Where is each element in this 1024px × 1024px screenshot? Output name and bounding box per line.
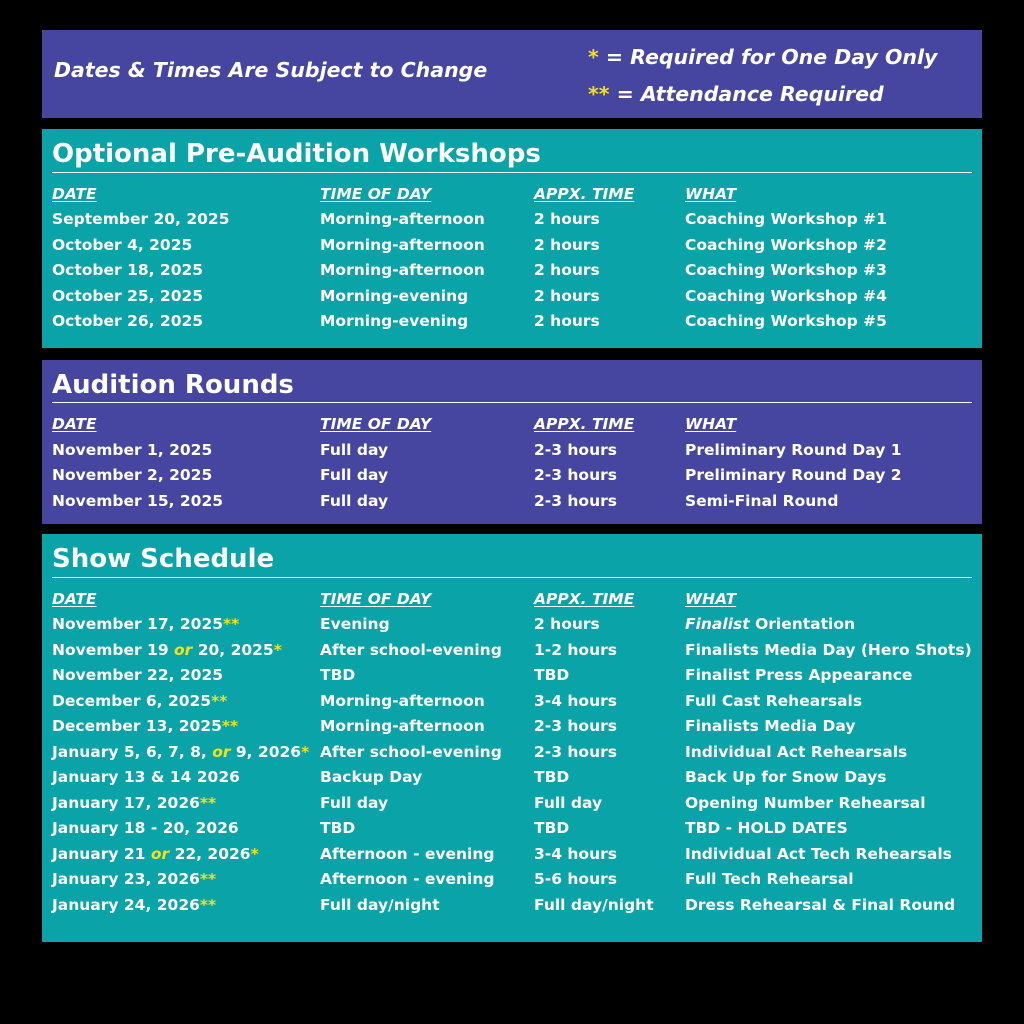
date-cell: October 26, 2025 xyxy=(52,312,204,330)
date-column-header: DATE xyxy=(52,415,97,433)
time-of-day-cell: Morning-afternoon xyxy=(320,210,485,228)
date-cell xyxy=(52,794,216,812)
date-cell xyxy=(52,615,239,633)
legend-one-text: = Required for One Day Only xyxy=(598,45,938,69)
schedule-notice-banner xyxy=(42,30,982,118)
what-cell: Individual Act Tech Rehearsals xyxy=(685,844,952,863)
date-cell xyxy=(52,692,227,710)
appx-time-cell: 2 hours xyxy=(534,210,600,228)
appx-time-cell: 2-3 hours xyxy=(534,742,617,761)
what-cell: Semi-Final Round xyxy=(685,491,839,510)
appx-time-cell: 2-3 hours xyxy=(534,440,617,459)
one-day-required-mark: * xyxy=(301,742,310,761)
date-cell: October 18, 2025 xyxy=(52,261,204,279)
appx-time-cell: Full day xyxy=(534,793,603,812)
auditions-section xyxy=(42,360,982,524)
date-cell: November 22, 2025 xyxy=(52,666,224,684)
time-of-day-cell: Full day xyxy=(320,440,389,459)
date-text: December 6, 2025 xyxy=(52,691,212,710)
subject-to-change-note: Dates & Times Are Subject to Change xyxy=(54,58,488,82)
section-title: Show Schedule xyxy=(52,544,275,574)
what-cell: Coaching Workshop #1 xyxy=(685,210,887,228)
time-of-day-cell: Backup Day xyxy=(320,768,423,786)
time-of-day-column-header: TIME OF DAY xyxy=(320,185,432,203)
double-asterisk-mark: ** xyxy=(588,82,610,106)
legend-attendance-required xyxy=(588,82,884,106)
time-of-day-cell: Full day xyxy=(320,466,389,484)
attendance-required-mark: ** xyxy=(199,895,217,914)
time-of-day-cell: Full day xyxy=(320,491,389,510)
single-asterisk-mark: * xyxy=(588,45,599,69)
title-divider xyxy=(52,577,972,578)
workshops-section xyxy=(42,129,982,348)
appx-time-cell: 3-4 hours xyxy=(534,844,617,863)
appx-time-cell: Full day/night xyxy=(534,895,654,914)
what-cell: Full Tech Rehearsal xyxy=(685,870,854,888)
what-cell: Dress Rehearsal & Final Round xyxy=(685,895,956,914)
date-cell xyxy=(52,641,282,659)
or-word: or xyxy=(150,844,170,863)
what-cell: Full Cast Rehearsals xyxy=(685,691,863,710)
what-cell: Preliminary Round Day 1 xyxy=(685,440,902,459)
time-of-day-cell: Morning-afternoon xyxy=(320,717,485,735)
time-of-day-cell: Morning-evening xyxy=(320,286,469,305)
time-of-day-cell: Morning-afternoon xyxy=(320,261,485,279)
attendance-required-mark: ** xyxy=(221,717,239,735)
what-cell: Finalists Media Day xyxy=(685,717,856,735)
date-text: January 24, 2026 xyxy=(52,895,200,914)
attendance-required-mark: ** xyxy=(199,793,217,812)
appx-time-cell: 2-3 hours xyxy=(534,717,617,735)
what-cell xyxy=(685,615,855,633)
time-of-day-cell: Afternoon - evening xyxy=(320,844,495,863)
time-of-day-cell: After school-evening xyxy=(320,742,502,761)
time-of-day-cell: Evening xyxy=(320,615,390,633)
date-cell: October 25, 2025 xyxy=(52,286,204,305)
date-text: 9, 2026 xyxy=(230,742,302,761)
what-column-header: WHAT xyxy=(685,590,737,608)
title-divider xyxy=(52,172,972,173)
one-day-required-mark: * xyxy=(273,640,282,659)
date-cell: October 4, 2025 xyxy=(52,235,193,254)
show-schedule-section xyxy=(42,534,982,942)
date-text: November 19 xyxy=(52,640,175,659)
time-of-day-cell: Full day/night xyxy=(320,895,440,914)
what-cell: Back Up for Snow Days xyxy=(685,768,887,786)
finalist-emphasis: Finalist xyxy=(685,615,750,633)
date-text: January 5, 6, 7, 8, xyxy=(52,742,213,761)
date-cell xyxy=(52,896,216,914)
or-word: or xyxy=(212,742,231,761)
legend-required-one-day xyxy=(588,45,937,69)
appx-time-cell: 2 hours xyxy=(534,261,600,279)
date-text: 20, 2025 xyxy=(192,640,274,659)
date-text: November 17, 2025 xyxy=(52,615,224,633)
time-of-day-cell: TBD xyxy=(320,819,356,837)
appx-time-cell: TBD xyxy=(534,666,570,684)
date-cell xyxy=(52,870,216,888)
appx-time-cell: 2 hours xyxy=(534,312,600,330)
time-of-day-cell: Full day xyxy=(320,793,389,812)
what-cell: Coaching Workshop #2 xyxy=(685,235,887,254)
date-cell: September 20, 2025 xyxy=(52,210,230,228)
what-cell: Opening Number Rehearsal xyxy=(685,793,926,812)
date-text: January 23, 2026 xyxy=(52,870,200,888)
what-cell: Coaching Workshop #5 xyxy=(685,312,887,330)
date-text: January 21 xyxy=(52,844,151,863)
appx-time-cell: 5-6 hours xyxy=(534,870,617,888)
what-cell: Preliminary Round Day 2 xyxy=(685,466,902,484)
time-of-day-column-header: TIME OF DAY xyxy=(320,415,432,433)
what-cell: Individual Act Rehearsals xyxy=(685,742,908,761)
date-cell: November 15, 2025 xyxy=(52,491,224,510)
attendance-required-mark: ** xyxy=(199,870,217,888)
what-cell: Finalists Media Day (Hero Shots) xyxy=(685,640,972,659)
date-cell: January 13 & 14 2026 xyxy=(52,768,240,786)
appx-time-cell: 3-4 hours xyxy=(534,691,617,710)
date-cell xyxy=(52,717,238,735)
what-cell: Coaching Workshop #4 xyxy=(685,286,887,305)
date-cell xyxy=(52,743,309,761)
one-day-required-mark: * xyxy=(250,844,259,863)
time-of-day-cell: Afternoon - evening xyxy=(320,870,495,888)
date-cell: January 18 - 20, 2026 xyxy=(52,819,239,837)
date-cell xyxy=(52,845,259,863)
date-cell: November 1, 2025 xyxy=(52,440,213,459)
time-of-day-column-header: TIME OF DAY xyxy=(320,590,432,608)
date-column-header: DATE xyxy=(52,590,97,608)
appx-time-cell: TBD xyxy=(534,819,570,837)
appx-time-cell: 1-2 hours xyxy=(534,640,617,659)
time-of-day-cell: Morning-afternoon xyxy=(320,691,485,710)
date-text: 22, 2026 xyxy=(169,844,251,863)
attendance-required-mark: ** xyxy=(211,691,228,710)
section-title: Optional Pre-Audition Workshops xyxy=(52,139,541,169)
appx-time-cell: TBD xyxy=(534,768,570,786)
section-title: Audition Rounds xyxy=(52,370,294,400)
what-column-header: WHAT xyxy=(685,185,737,203)
appx-time-cell: 2 hours xyxy=(534,615,600,633)
appx-time-cell: 2-3 hours xyxy=(534,491,617,510)
what-column-header: WHAT xyxy=(685,415,737,433)
title-divider xyxy=(52,402,972,403)
time-of-day-cell: Morning-evening xyxy=(320,312,469,330)
time-of-day-cell: Morning-afternoon xyxy=(320,235,485,254)
date-cell: November 2, 2025 xyxy=(52,466,213,484)
what-cell: Finalist Press Appearance xyxy=(685,666,913,684)
date-text: December 13, 2025 xyxy=(52,717,222,735)
attendance-required-mark: ** xyxy=(223,615,240,633)
what-cell: TBD - HOLD DATES xyxy=(685,819,848,837)
time-of-day-cell: After school-evening xyxy=(320,640,502,659)
appx-time-column-header: APPX. TIME xyxy=(534,590,635,608)
or-word: or xyxy=(174,640,193,659)
what-text: Orientation xyxy=(749,615,856,633)
appx-time-column-header: APPX. TIME xyxy=(534,415,635,433)
appx-time-cell: 2-3 hours xyxy=(534,466,617,484)
appx-time-cell: 2 hours xyxy=(534,235,600,254)
date-column-header: DATE xyxy=(52,185,97,203)
appx-time-column-header: APPX. TIME xyxy=(534,185,635,203)
what-cell: Coaching Workshop #3 xyxy=(685,261,887,279)
time-of-day-cell: TBD xyxy=(320,666,356,684)
date-text: January 17, 2026 xyxy=(52,793,200,812)
legend-two-text: = Attendance Required xyxy=(609,82,884,106)
appx-time-cell: 2 hours xyxy=(534,286,600,305)
